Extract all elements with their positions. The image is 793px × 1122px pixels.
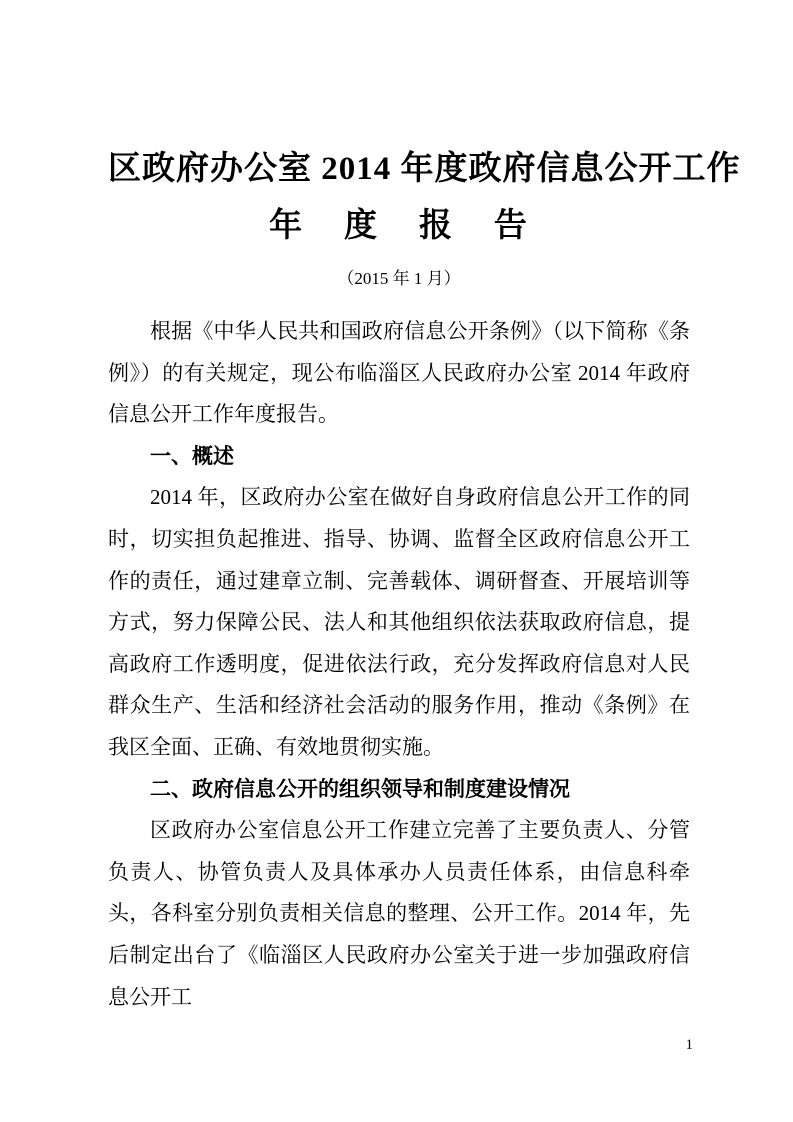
document-date: （2015 年 1 月）	[337, 269, 461, 288]
document-title-line2: 年 度 报 告	[269, 208, 529, 244]
document-content	[108, 141, 741, 1018]
section-heading-overview: 一、概述	[150, 444, 234, 468]
page-number: 1	[685, 1037, 693, 1053]
document-title-line1: 区政府办公室 2014 年度政府信息公开工作	[108, 151, 741, 187]
section-heading-organization: 二、政府信息公开的组织领导和制度建设情况	[150, 777, 570, 801]
paragraph-organization: 区政府办公室信息公开工作建立完善了主要负责人、分管负责人、协管负责人及具体承办人员责任体系，由信息科牵头，各科室分别负责相关信息的整理、公开工作。2014 年，先后制定出台了《临淄区人民政府办公室关于进一步加强政府信息公开工	[108, 818, 690, 1009]
paragraph-overview: 2014 年，区政府办公室在做好自身政府信息公开工作的同时，切实担负起推进、指导、协调、监督全区政府信息公开工作的责任，通过建章立制、完善载体、调研督查、开展培训等方式，努力保障公民、法人和其他组织依法获取政府信息，提高政府工作透明度，促进依法行政，充分发挥政府信息对人民群众生产、生活和经济社会活动的服务作用，推动《条例》在我区全面、正确、有效地贯彻实施。	[108, 485, 690, 759]
paragraph-intro: 根据《中华人民共和国政府信息公开条例》（以下简称《条例》）的有关规定，现公布临淄区人民政府办公室 2014 年政府信息公开工作年度报告。	[108, 319, 690, 427]
